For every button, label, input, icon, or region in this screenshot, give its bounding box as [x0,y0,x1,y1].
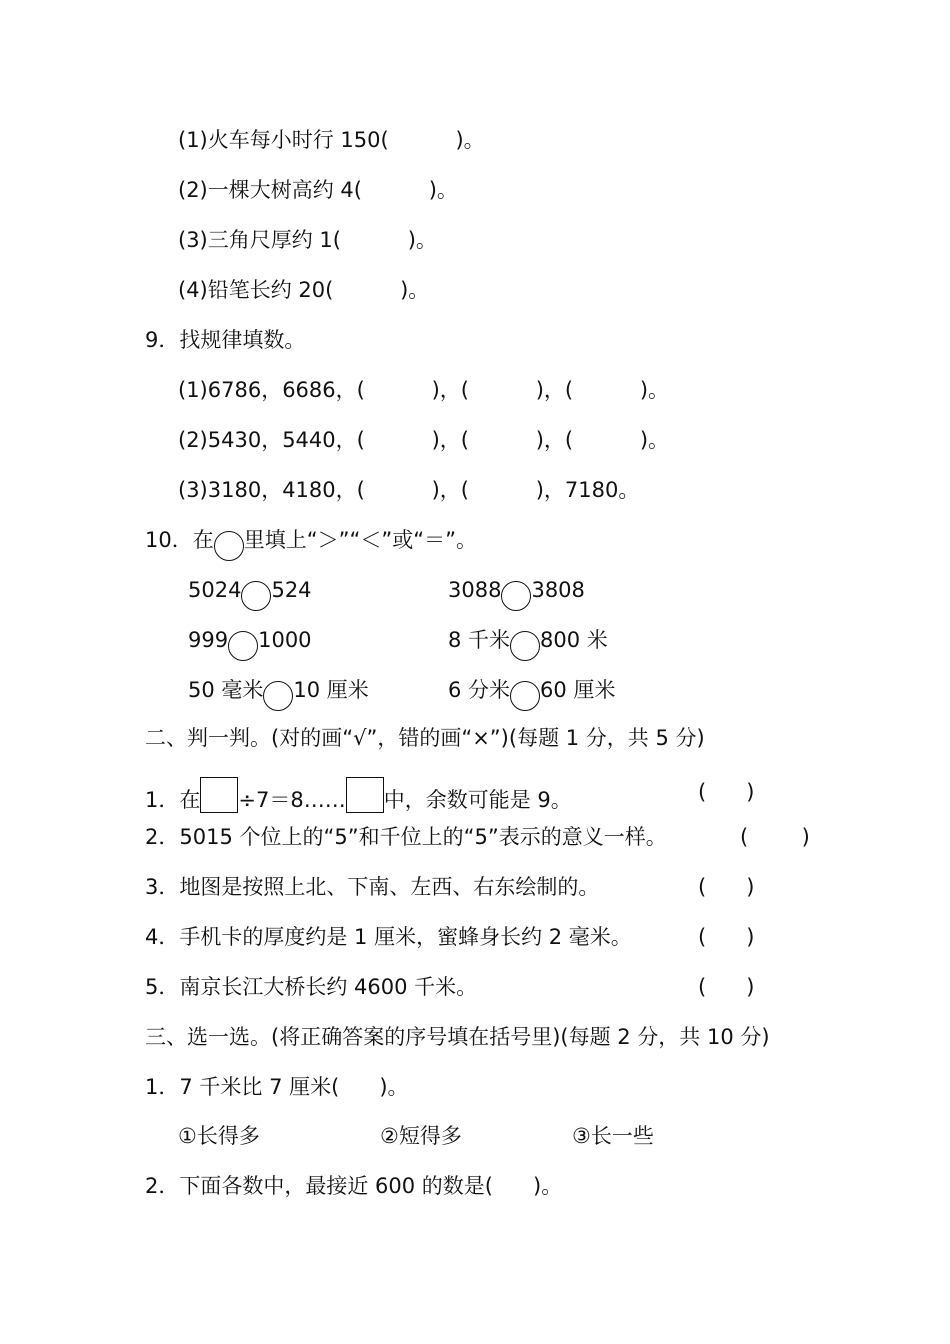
question-9-2: (2)5430，5440，( )，( )，( )。 [178,428,670,452]
question-text: 1．在 [145,788,201,812]
answer-box[interactable] [200,777,238,813]
question-9-1: (1)6786，6686，( )，( )，( )。 [178,378,670,402]
question-8-4: (4)铅笔长约 20( )。 [178,278,430,302]
compare-circle [214,531,244,561]
part2-question-4: 4．手机卡的厚度约是 1 厘米，蜜蜂身长约 2 毫米。 [145,925,632,949]
question-10-title-post: 里填上“＞”“＜”或“＝”。 [243,528,478,552]
option-1: ①长得多 [178,1124,260,1148]
part2-question-2: 2．5015 个位上的“5”和千位上的“5”表示的意义一样。 [145,825,667,849]
answer-paren[interactable]: ( ) [698,780,755,804]
question-text: ÷7＝8…… [238,788,346,812]
compare-right: 524 [271,578,312,602]
compare-left: 999 [188,628,229,652]
compare-left: 5024 [188,578,242,602]
compare-row-2-a [188,625,312,661]
compare-right: 60 厘米 [540,678,616,702]
question-8-3: (3)三角尺厚约 1( )。 [178,228,437,252]
compare-left: 6 分米 [448,678,511,702]
question-9-3: (3)3180，4180，( )，( )，7180。 [178,478,640,502]
option-3: ③长一些 [572,1124,654,1148]
question-8-2: (2)一棵大树高约 4( )。 [178,178,458,202]
compare-circle[interactable] [263,681,293,711]
compare-row-3-b [448,675,615,711]
part2-question-5: 5．南京长江大桥长约 4600 千米。 [145,975,478,999]
compare-circle[interactable] [228,631,258,661]
answer-box[interactable] [346,777,384,813]
compare-circle[interactable] [241,581,271,611]
answer-paren[interactable]: ( ) [698,925,755,949]
question-9-title: 9．找规律填数。 [145,328,306,352]
compare-row-3-a [188,675,369,711]
part2-question-3: 3．地图是按照上北、下南、左西、右东绘制的。 [145,875,600,899]
compare-left: 8 千米 [448,628,511,652]
answer-paren[interactable]: ( ) [740,825,810,849]
compare-row-1-b [448,575,585,611]
compare-right: 800 米 [540,628,608,652]
option-2: ②短得多 [380,1124,462,1148]
compare-right: 1000 [258,628,312,652]
part2-title: 二、判一判。(对的画“√”，错的画“×”)(每题 1 分，共 5 分) [145,726,705,750]
answer-paren[interactable]: ( ) [698,975,755,999]
part2-question-1 [145,777,572,815]
part3-title: 三、选一选。(将正确答案的序号填在括号里)(每题 2 分，共 10 分) [145,1025,770,1049]
question-10-title [145,525,477,561]
compare-row-1-a [188,575,312,611]
question-text: 中，余数可能是 9。 [383,788,572,812]
part3-question-1: 1．7 千米比 7 厘米( )。 [145,1075,409,1099]
answer-paren[interactable]: ( ) [698,875,755,899]
part3-question-2: 2．下面各数中，最接近 600 的数是( )。 [145,1174,563,1198]
compare-circle[interactable] [510,631,540,661]
compare-row-2-b [448,625,608,661]
question-8-1: (1)火车每小时行 150( )。 [178,128,485,152]
question-10-title-pre: 10．在 [145,528,214,552]
compare-circle[interactable] [510,681,540,711]
compare-right: 3808 [531,578,585,602]
compare-right: 10 厘米 [293,678,369,702]
compare-left: 50 毫米 [188,678,264,702]
compare-left: 3088 [448,578,502,602]
compare-circle[interactable] [501,581,531,611]
